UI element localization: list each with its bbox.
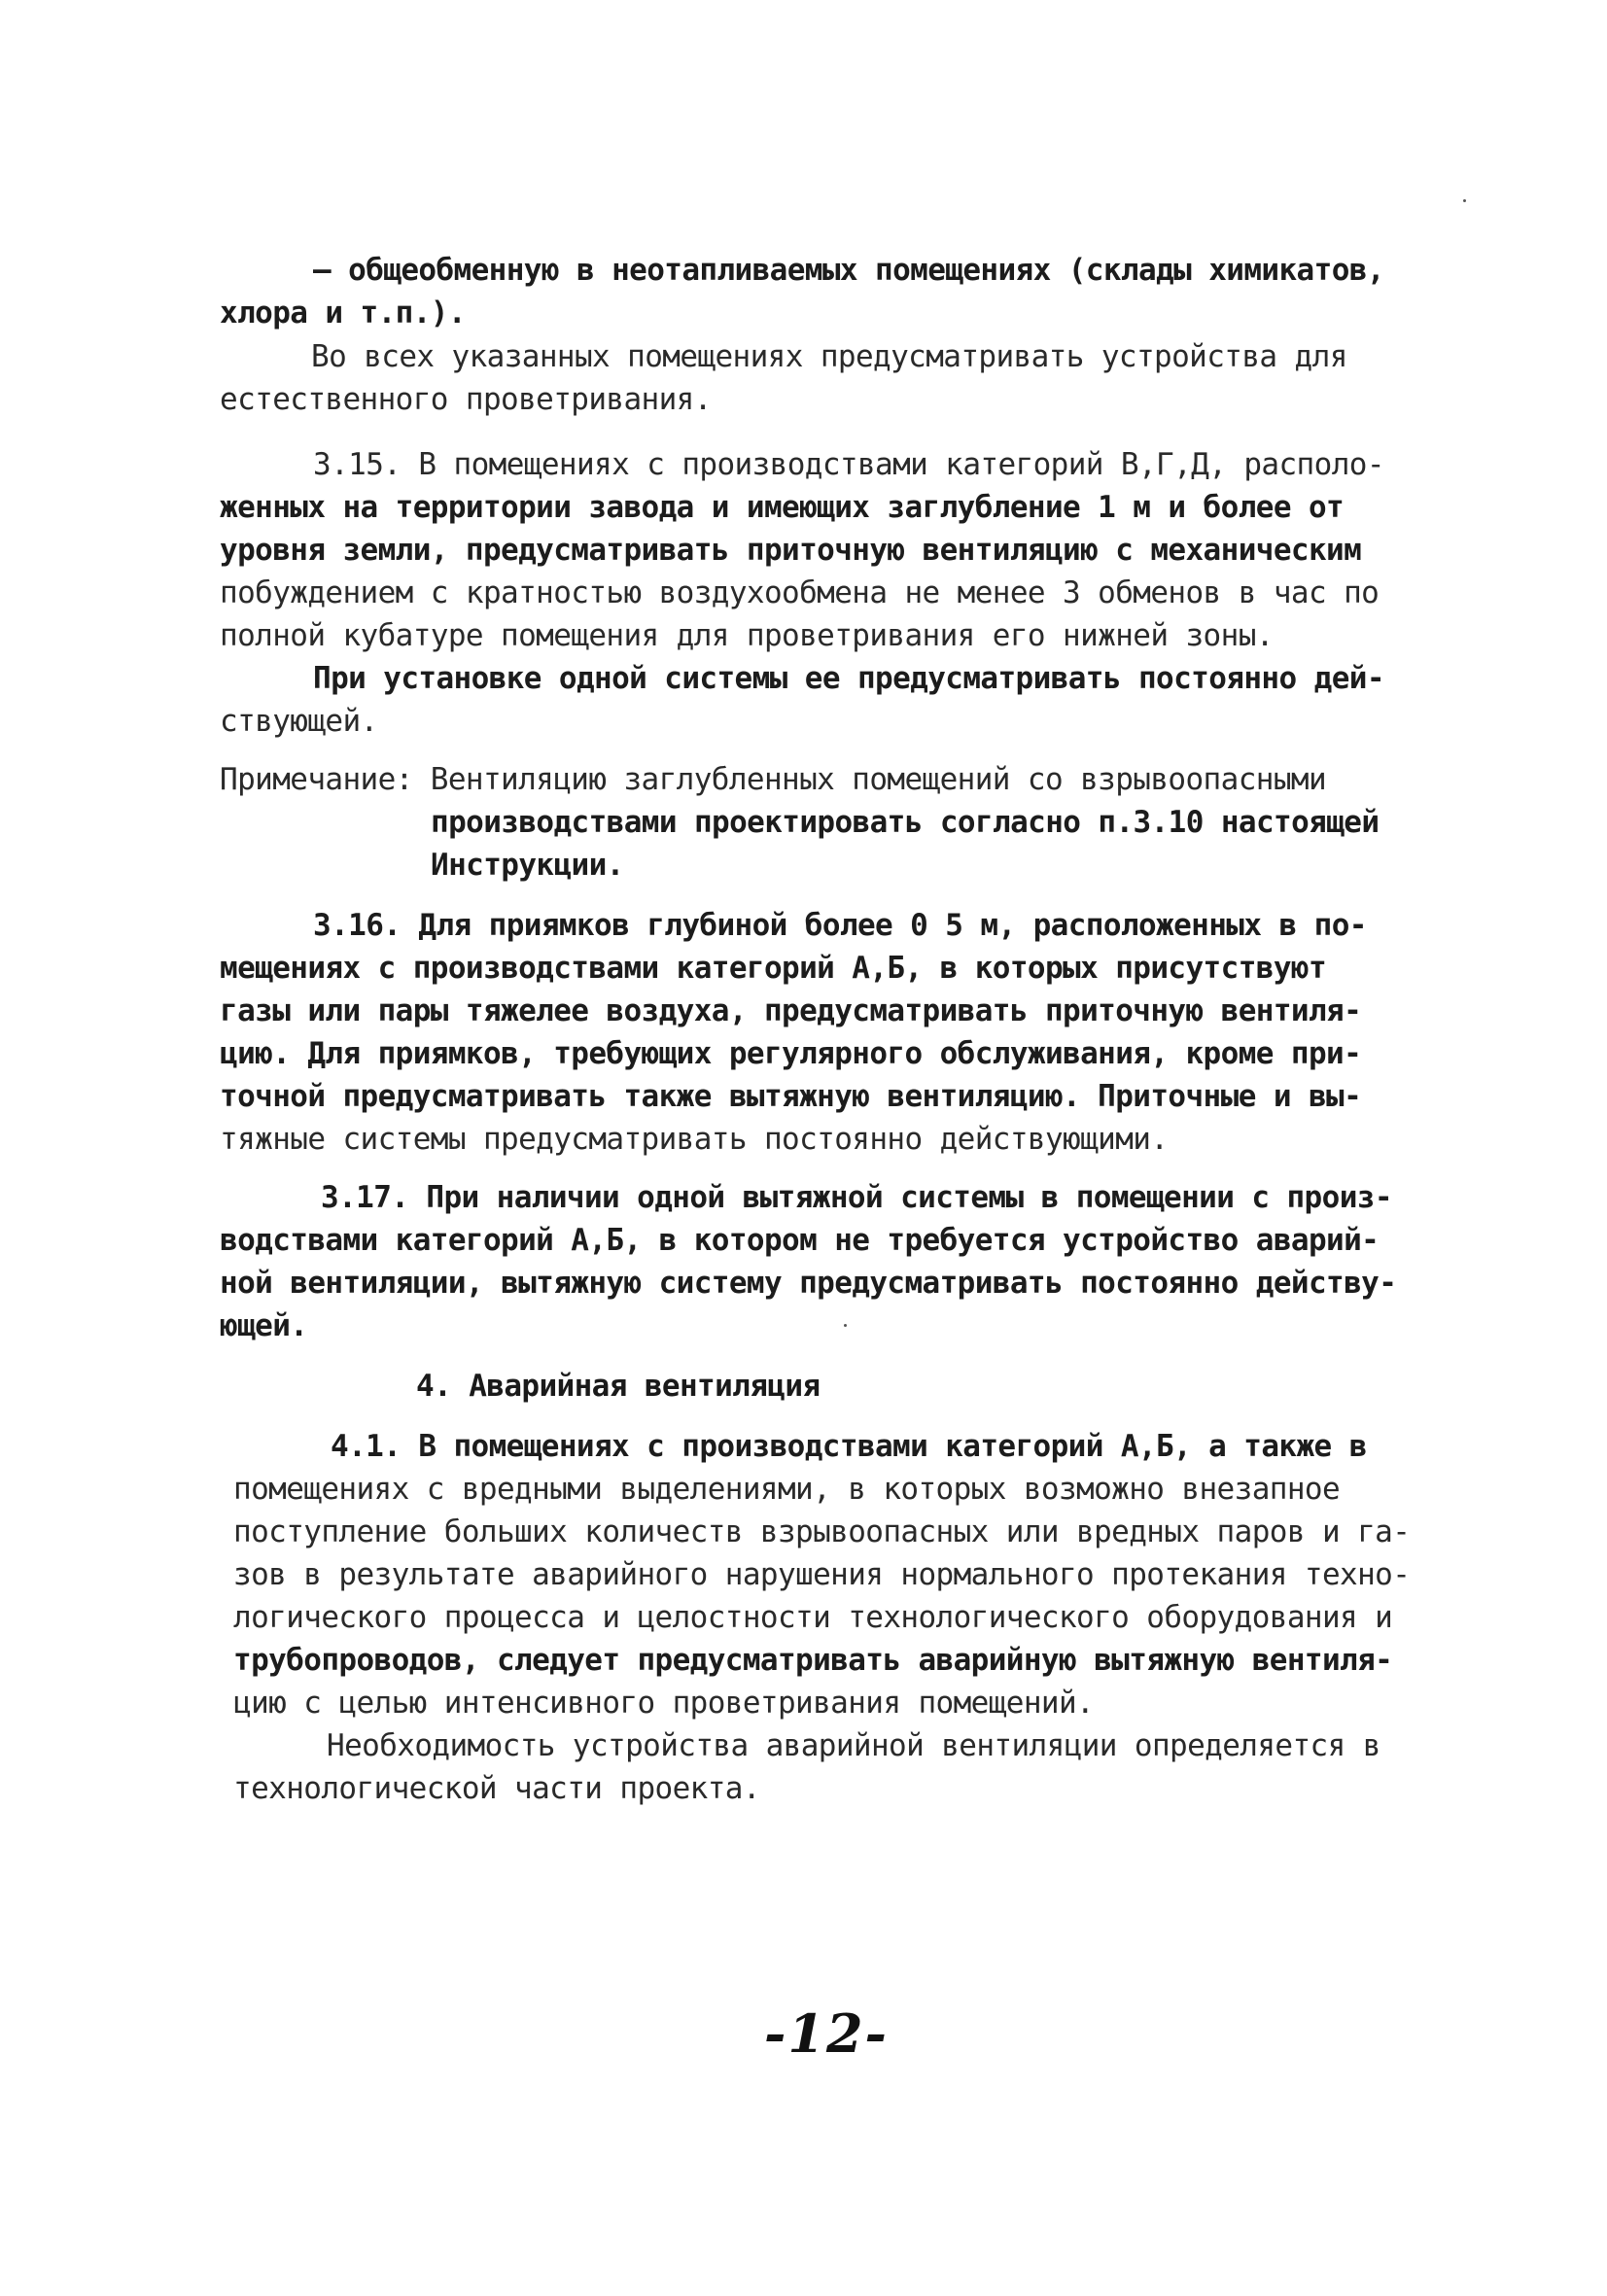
text-line: побуждением с кратностью воздухообмена не менее 3 обменов в час по <box>220 575 1380 610</box>
text-line: Во всех указанных помещениях предусматривать устройства для <box>311 339 1347 374</box>
text-line: 3.16. Для приямков глубиной более 0 5 м, расположенных в по- <box>313 908 1367 943</box>
note-line: производствами проектировать согласно п.3.10 настоящей <box>431 805 1380 840</box>
text-line: точной предусматривать также вытяжную вентиляцию. Приточные и вы- <box>220 1079 1362 1114</box>
section-heading: 4. Аварийная вентиляция <box>416 1369 821 1404</box>
text-line: водствами категорий А,Б, в котором не требуется устройство аварий- <box>220 1223 1380 1258</box>
text-line: цию с целью интенсивного проветривания помещений. <box>233 1686 1095 1721</box>
text-line: При установке одной системы ее предусматривать постоянно дей- <box>313 661 1384 696</box>
note-line: Инструкции. <box>431 848 624 883</box>
text-line: ющей. <box>220 1308 308 1343</box>
text-line: технологической части проекта. <box>233 1771 760 1806</box>
text-line: хлора и т.п.). <box>220 296 466 330</box>
text-line: 4.1. В помещениях с производствами категорий А,Б, а также в <box>331 1429 1367 1464</box>
text-line: логического процесса и целостности технологического оборудования и <box>233 1600 1393 1635</box>
text-line: помещениях с вредными выделениями, в которых возможно внезапное <box>233 1472 1341 1507</box>
text-line: цию. Для приямков, требующих регулярного обслуживания, кроме при- <box>220 1036 1362 1071</box>
text-line: полной кубатуре помещения для проветривания его нижней зоны. <box>220 618 1274 653</box>
text-line: 3.15. В помещениях с производствами категорий В,Г,Д, располо- <box>313 447 1384 482</box>
text-line: мещениях с производствами категорий А,Б, в которых присутствуют <box>220 951 1327 986</box>
text-line: ной вентиляции, вытяжную систему предусматривать постоянно действу- <box>220 1266 1397 1301</box>
text-line: 3.17. При наличии одной вытяжной системы в помещении с произ- <box>321 1180 1392 1215</box>
scan-speck <box>1463 199 1466 202</box>
scan-speck <box>844 1324 847 1327</box>
text-line: трубопроводов, следует предусматривать аварийную вытяжную вентиля- <box>233 1643 1393 1678</box>
text-line: ствующей. <box>220 704 378 739</box>
text-line: естественного проветривания. <box>220 382 712 417</box>
text-line: уровня земли, предусматривать приточную вентиляцию с механическим <box>220 533 1362 568</box>
text-line: – общеобменную в неотапливаемых помещениях (склады химикатов, <box>313 253 1384 288</box>
page-number: -12- <box>764 2002 889 2065</box>
text-line: газы или пары тяжелее воздуха, предусматривать приточную вентиля- <box>220 993 1362 1028</box>
text-line: поступление больших количеств взрывоопасных или вредных паров и га- <box>233 1514 1411 1549</box>
text-line: Необходимость устройства аварийной вентиляции определяется в <box>327 1728 1380 1763</box>
text-line: тяжные системы предусматривать постоянно действующими. <box>220 1122 1169 1157</box>
note-line: Примечание: Вентиляцию заглубленных помещений со взрывоопасными <box>220 762 1327 797</box>
text-line: зов в результате аварийного нарушения нормального протекания техно- <box>233 1557 1411 1592</box>
text-line: женных на территории завода и имеющих заглубление 1 м и более от <box>220 490 1345 525</box>
